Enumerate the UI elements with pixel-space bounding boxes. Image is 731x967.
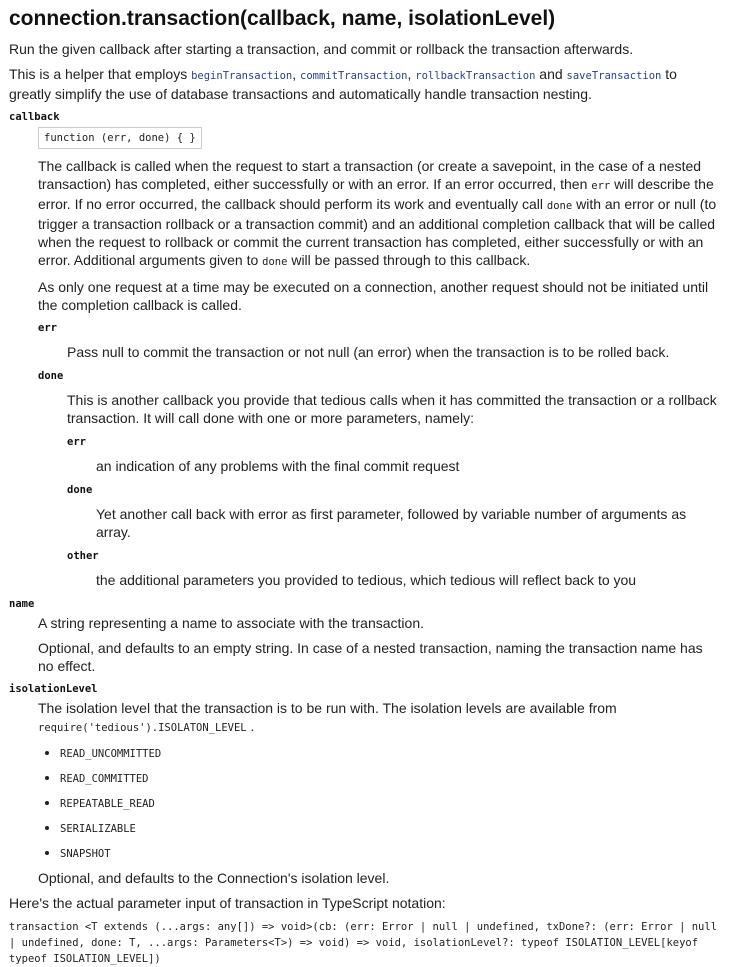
typescript-signature: transaction <T extends (...args: any[]) => void>(cb: (err: Error | null | undefined, txDone?: (err: Error | null | undefined, done: T, ...args: Parameters<T>) => void) => void, isolationLevel?: typeof ISOLATION_LEVEL[keyof typeof ISOLATION_LEVEL]) bbox=[9, 921, 718, 965]
name-desc-1: A string representing a name to associate with the transaction. bbox=[38, 615, 424, 631]
list-item: • READ_UNCOMMITTED bbox=[60, 744, 722, 762]
isolation-desc-1: The isolation level that the transaction is to be run with. The isolation levels are available from require('tedious').ISOLATON_LEVEL . bbox=[38, 700, 617, 734]
param-isolation-level-desc bbox=[38, 699, 722, 887]
param-name-name: name bbox=[9, 598, 35, 610]
list-item: • READ_COMMITTED bbox=[60, 769, 722, 787]
link-rollback-transaction[interactable]: rollbackTransaction bbox=[415, 70, 536, 82]
param-name-desc bbox=[38, 614, 722, 675]
callback-desc-1: The callback is called when the request to start a transaction (or create a savepoint, in the case of a nested transaction) has completed, either successfully or with an error. If an error occurred, then err will describe the error. If no error occurred, the callback should perform its work and eventually call done with an error or null (to trigger a transaction rollback or a transaction commit) and an additional completion callback that will be called when the request to rollback or commit the current transaction has completed, either successfully or with an error. Additional arguments given to done will be passed through to this callback. bbox=[38, 158, 717, 268]
callback-args bbox=[38, 321, 722, 589]
callback-desc-2: As only one request at a time may be executed on a connection, another request should not be initiated until the completion callback is called. bbox=[38, 279, 709, 313]
inline-code-done: done bbox=[262, 256, 288, 268]
summary-text: Run the given callback after starting a transaction, and commit or rollback the transaction afterwards. bbox=[9, 41, 634, 57]
done-arg-err-desc: an indication of any problems with the final commit request bbox=[96, 458, 460, 474]
isolation-desc-2: Optional, and defaults to the Connection's isolation level. bbox=[38, 870, 390, 886]
done-arg-done-name: done bbox=[67, 484, 93, 496]
param-isolation-level-name: isolationLevel bbox=[9, 683, 98, 695]
arg-err-name: err bbox=[38, 322, 57, 334]
done-arg-done-desc: Yet another call back with error as first parameter, followed by variable number of arguments as array. bbox=[96, 506, 687, 540]
param-callback-desc bbox=[38, 127, 722, 589]
param-callback-name: callback bbox=[9, 111, 60, 123]
arg-done-desc: This is another callback you provide that tedious calls when it has committed the transaction or a rollback transaction. It will call done with one or more parameters, namely: bbox=[67, 392, 717, 426]
done-args bbox=[67, 435, 722, 589]
list-item: • SNAPSHOT bbox=[60, 844, 722, 862]
arg-err-desc: Pass null to commit the transaction or not null (an error) when the transaction is to be rolled back. bbox=[67, 344, 670, 360]
name-desc-2: Optional, and defaults to an empty string. In case of a nested transaction, naming the transaction name has no effect. bbox=[38, 640, 703, 674]
done-arg-other-name: other bbox=[67, 550, 99, 562]
helper-text: This is a helper that employs beginTransaction, commitTransaction, rollbackTransaction and saveTransaction to greatly simplify the use of database transactions and automatically handle transaction nesting. bbox=[9, 66, 677, 102]
link-begin-transaction[interactable]: beginTransaction bbox=[191, 70, 293, 82]
link-commit-transaction[interactable]: commitTransaction bbox=[300, 70, 408, 82]
param-list bbox=[9, 110, 722, 887]
done-arg-other-desc: the additional parameters you provided to tedious, which tedious will reflect back to you bbox=[96, 572, 637, 588]
typescript-intro: Here's the actual parameter input of transaction in TypeScript notation: bbox=[9, 895, 446, 911]
done-arg-err-name: err bbox=[67, 436, 86, 448]
require-code: require('tedious').ISOLATON_LEVEL bbox=[38, 722, 247, 734]
list-item: • REPEATABLE_READ bbox=[60, 794, 722, 812]
isolation-level-list bbox=[38, 744, 722, 862]
inline-code-err: err bbox=[591, 180, 611, 192]
list-item: • SERIALIZABLE bbox=[60, 819, 722, 837]
page-title: connection.transaction(callback, name, isolationLevel) bbox=[9, 7, 556, 30]
callback-signature: function (err, done) { } bbox=[38, 127, 202, 149]
inline-code-done: done bbox=[546, 200, 573, 212]
link-save-transaction[interactable]: saveTransaction bbox=[566, 70, 662, 82]
arg-done-name: done bbox=[38, 370, 64, 382]
